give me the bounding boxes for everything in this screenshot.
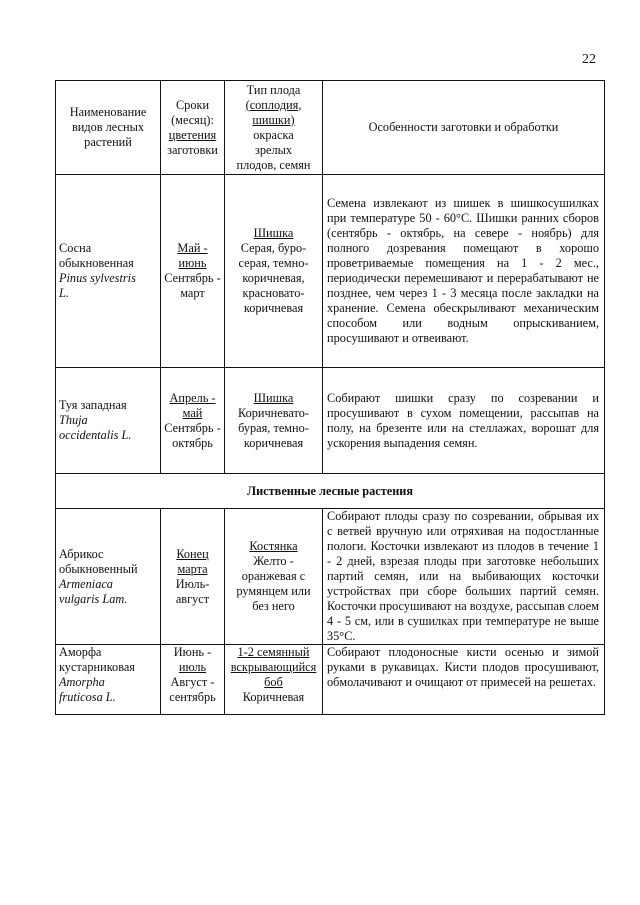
species-cell: Аморфа кустарниковая Amorpha fruticosa L.: [56, 645, 161, 715]
terms-cell: Июнь - июль Август - сентябрь: [161, 645, 225, 715]
table-row: [56, 509, 605, 645]
table-row: [56, 368, 605, 474]
description-cell: Собирают плодоносные кисти осенью и зимой руками в рукавицах. Кисти плодов просушивают, обмолачивают и очищают от примесей на решетах.: [323, 645, 605, 715]
fruit-cell: Шишка Серая, буро- серая, темно- коричневая, красновато- коричневая: [225, 175, 323, 368]
fruit-cell: Шишка Коричневато- бурая, темно- коричневая: [225, 368, 323, 474]
description-cell: Семена извлекают из шишек в шишкосушилках при температуре 50 - 60°C. Шишки ранних сборов (сентябрь - октябрь, на севере - ноябрь) для полного дозревания помещают в хорошо проветриваемые помещения на 1 - 2 мес., периодически перемешивают и перерабатывают не позднее, чем через 1 - 3 месяца после закладки на хранение. Семена обескрыливают механическим способом или водным опрыскиванием, просушивают и отвеивают.: [323, 175, 605, 368]
header-fruit-type: Тип плода (соплодия, шишки) окраска зрелых плодов, семян: [225, 81, 323, 175]
header-species-name: Наименование видов лесных растений: [56, 81, 161, 175]
terms-cell: Май - июнь Сентябрь - март: [161, 175, 225, 368]
header-terms: Сроки (месяц): цветения заготовки: [161, 81, 225, 175]
seed-harvest-table: [55, 80, 605, 715]
table-header-row: [56, 81, 605, 175]
species-cell: Туя западная Thuja occidentalis L.: [56, 368, 161, 474]
description-cell: Собирают шишки сразу по созревании и просушивают в сухом помещении, рассыпав на полу, на брезенте или на стеллажах, ворошат для ускорения выпадения семян.: [323, 368, 605, 474]
table-row: [56, 645, 605, 715]
header-features: Особенности заготовки и обработки: [323, 81, 605, 175]
section-title: Лиственные лесные растения: [56, 474, 605, 509]
species-cell: Абрикос обыкновенный Armeniaca vulgaris Lam.: [56, 509, 161, 645]
terms-cell: Апрель - май Сентябрь - октябрь: [161, 368, 225, 474]
table-row: [56, 175, 605, 368]
page-number: 22: [582, 52, 596, 67]
fruit-cell: 1-2 семянный вскрывающийся боб Коричневая: [225, 645, 323, 715]
terms-cell: Конец марта Июль- август: [161, 509, 225, 645]
description-cell: Собирают плоды сразу по созревании, обрывая их с ветвей вручную или отряхивая на подостланные пологи. Косточки извлекают из плодов в течение 1 - 2 дней, взрезая плоды при заготовке небольших партий семян, или на выбивающих косточки устройствах при сборе больших партий семян. Косточки просушивают на воздухе, рассыпав слоем 4 - 5 см, или в сушилках при температуре не выше 35°C.: [323, 509, 605, 645]
species-cell: Сосна обыкновенная Pinus sylvestris L.: [56, 175, 161, 368]
fruit-cell: Костянка Желто - оранжевая с румянцем или без него: [225, 509, 323, 645]
section-row: [56, 474, 605, 509]
